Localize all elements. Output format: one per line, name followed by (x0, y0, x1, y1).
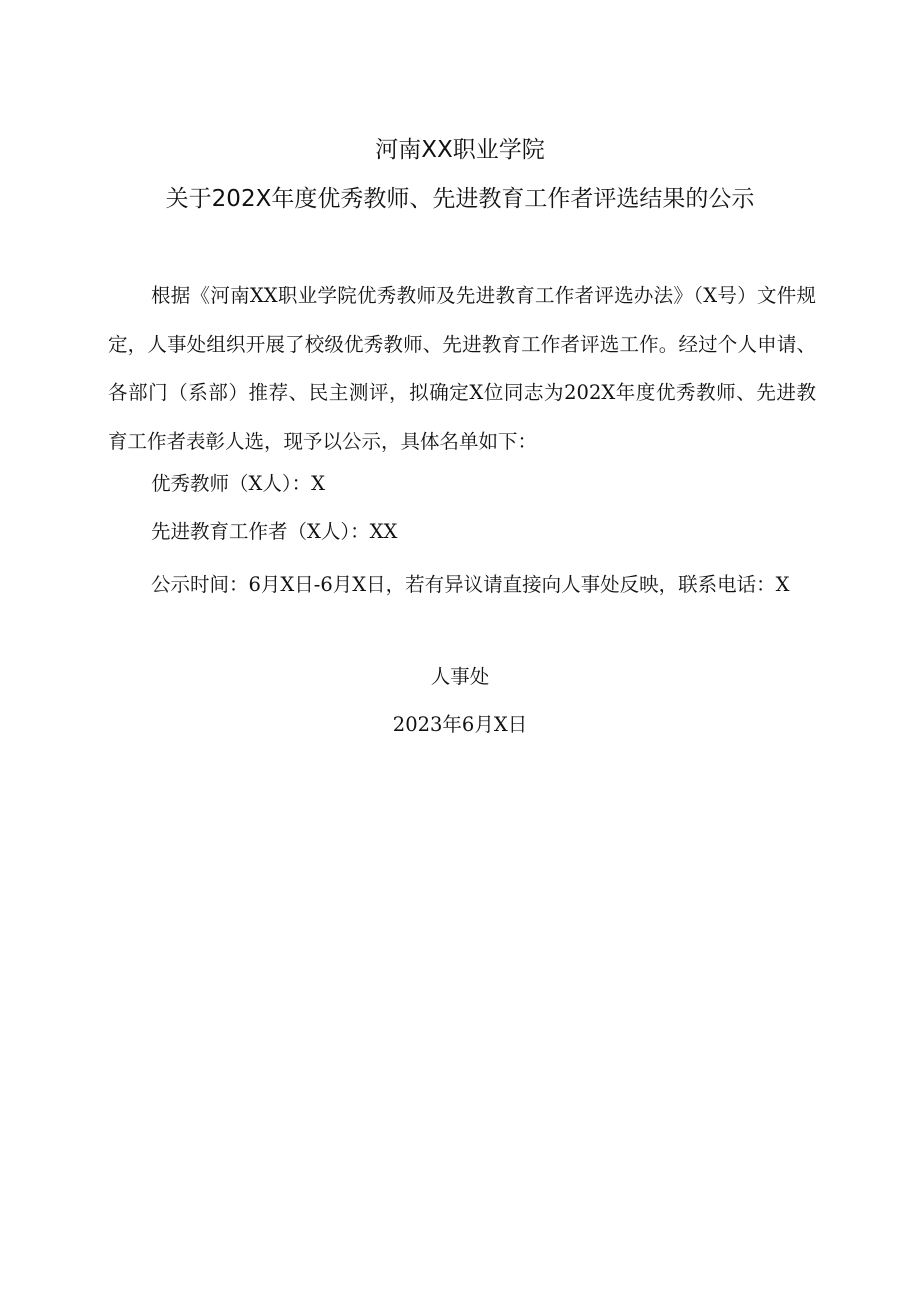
intro-paragraph: 根据《河南XX职业学院优秀教师及先进教育工作者评选办法》（X号）文件规定，人事处组织开展了校级优秀教师、先进教育工作者评选工作。经过个人申请、各部门（系部）推荐、民主测评，拟确定X位同志为202X年度优秀教师、先进教育工作者表彰人选，现予以公示，具体名单如下： (108, 284, 816, 453)
advanced-workers-line: 先进教育工作者（X人）：XX (151, 520, 398, 543)
document-title-institution: 河南XX职业学院 (375, 137, 545, 163)
document-date: 2023年6月X日 (392, 713, 528, 736)
signature-department: 人事处 (430, 665, 490, 688)
document-title-announcement: 关于202X年度优秀教师、先进教育工作者评选结果的公示 (165, 186, 755, 212)
notice-paragraph: 公示时间：6月X日-6月X日，若有异议请直接向人事处反映，联系电话：X (151, 573, 790, 596)
excellent-teachers-line: 优秀教师（X人）：X (151, 472, 326, 495)
